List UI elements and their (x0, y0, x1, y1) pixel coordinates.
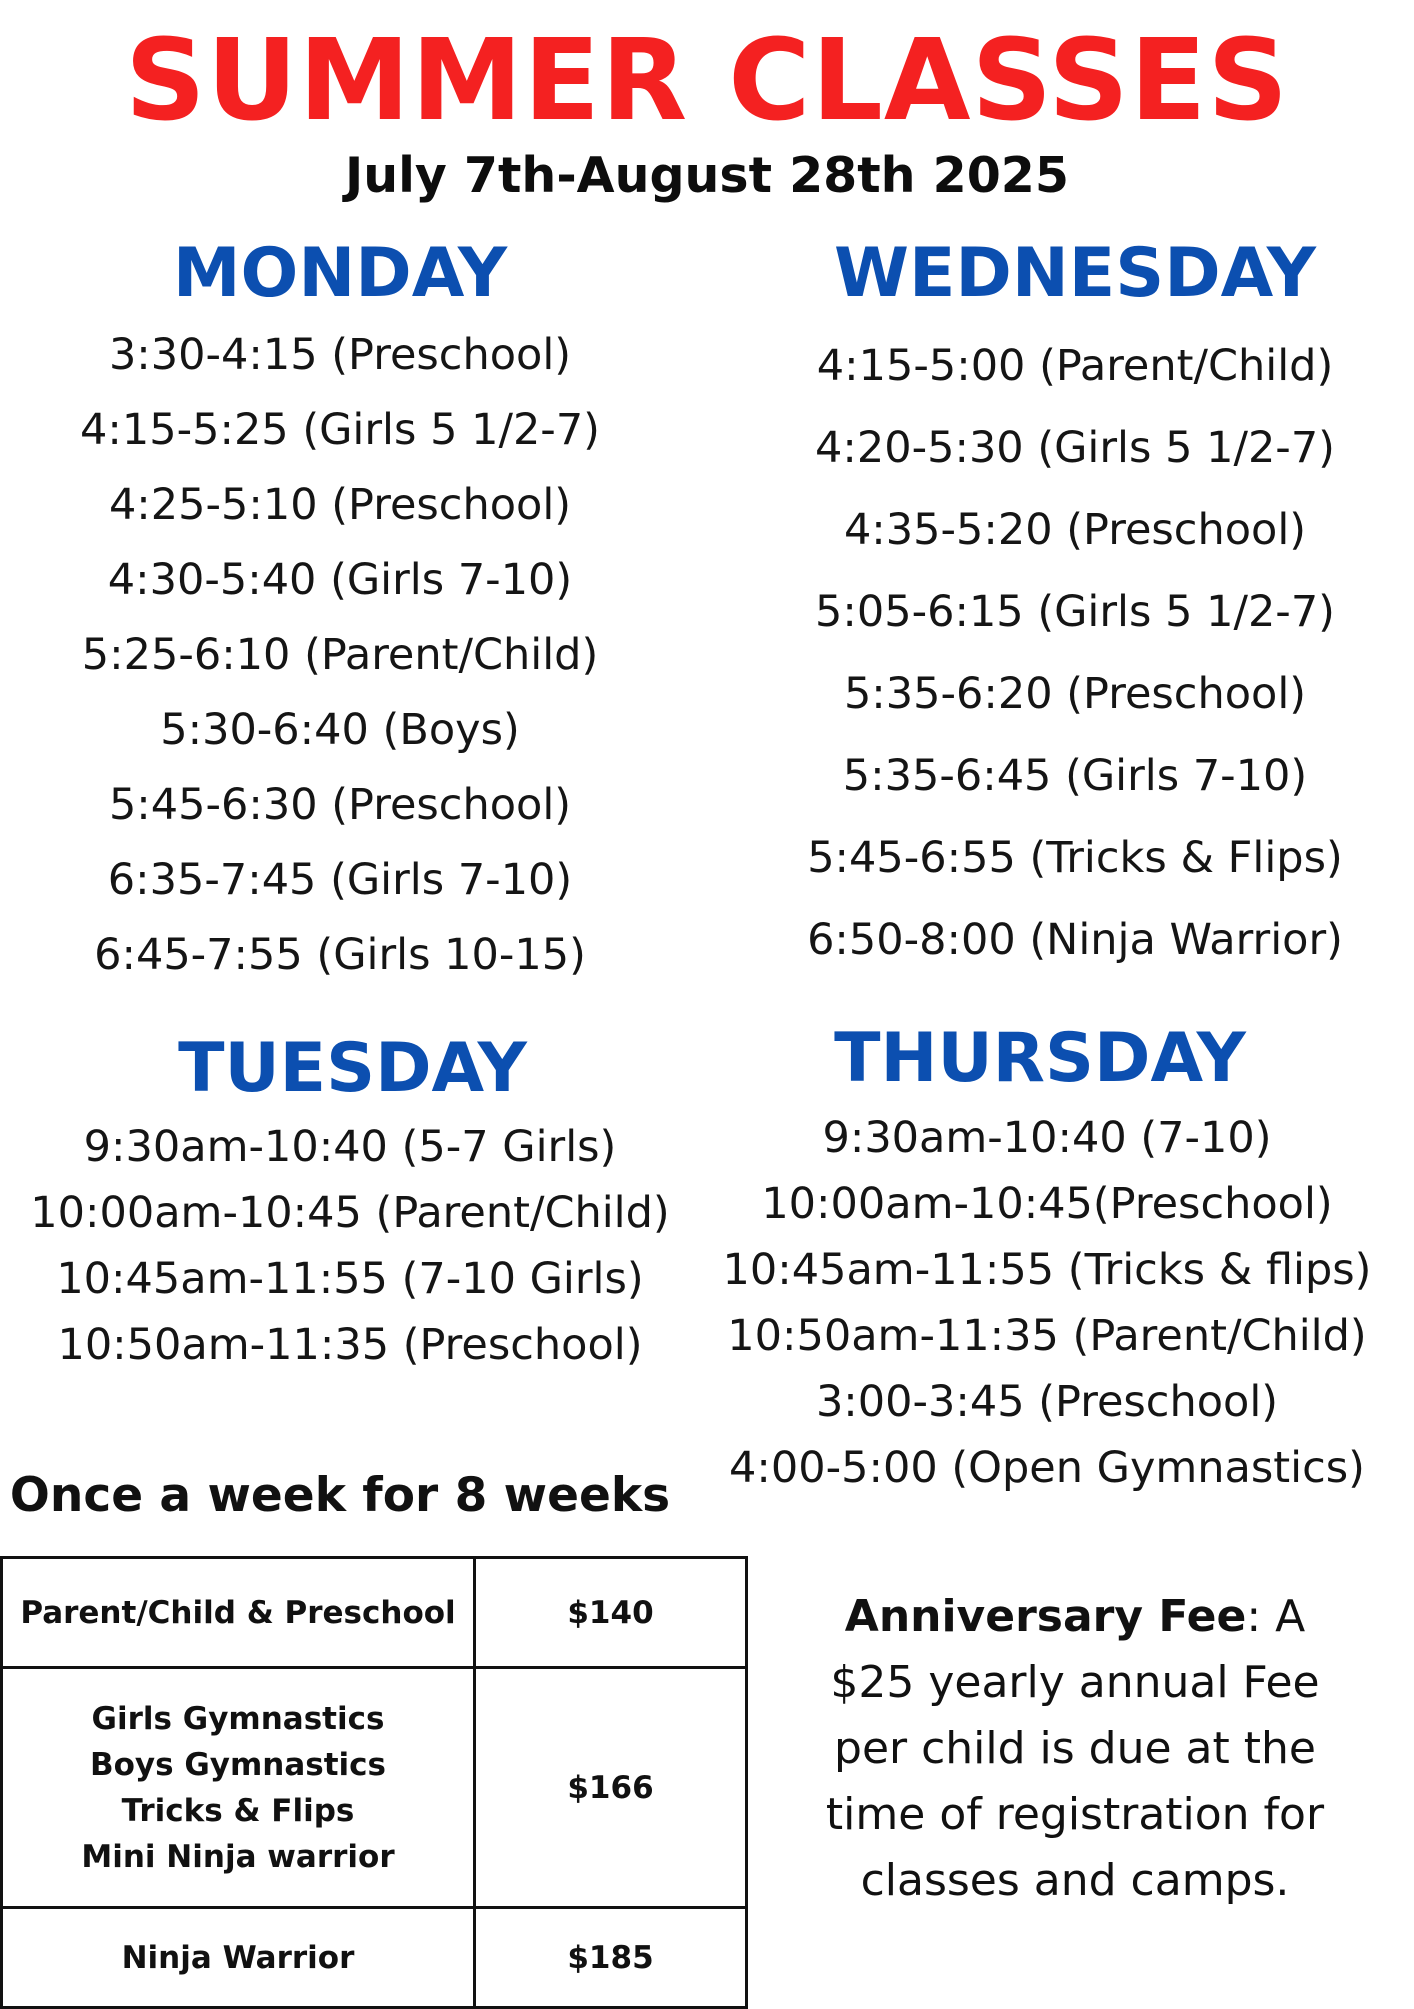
wednesday-heading: WEDNESDAY (833, 234, 1317, 313)
pricing-price: $166 (475, 1668, 747, 1908)
pricing-category-line: Boys Gymnastics (89, 1746, 387, 1783)
monday-class-list (30, 318, 650, 993)
wednesday-class-item: 6:50-8:00 (Ninja Warrior) (807, 915, 1343, 965)
thursday-class-item: 3:00-3:45 (Preschool) (815, 1377, 1279, 1427)
wednesday-class-item: 5:05-6:15 (Girls 5 1/2-7) (815, 587, 1335, 637)
pricing-category-line: Ninja Warrior (121, 1939, 355, 1976)
pricing-category (2, 1908, 475, 2008)
monday-class-item: 5:45-6:30 (Preschool) (108, 780, 572, 830)
thursday-class-item: 10:50am-11:35 (Parent/Child) (727, 1311, 1367, 1361)
pricing-category (2, 1558, 475, 1668)
date-range: July 7th-August 28th 2025 (345, 147, 1069, 204)
pricing-category-line: Tricks & Flips (121, 1792, 355, 1829)
anniversary-fee-note (800, 1584, 1350, 1914)
tuesday-class-item: 10:50am-11:35 (Preschool) (57, 1320, 643, 1370)
tuesday-heading: TUESDAY (178, 1029, 527, 1108)
fee-text: : A $25 yearly annual Fee per child is due at the time of registration for classes and camps. (825, 1591, 1325, 1906)
wednesday-class-item: 4:20-5:30 (Girls 5 1/2-7) (815, 423, 1335, 473)
monday-class-item: 5:30-6:40 (Boys) (160, 705, 520, 755)
pricing-row (2, 1908, 747, 2008)
monday-class-item: 6:45-7:55 (Girls 10-15) (94, 930, 586, 980)
pricing-price: $140 (475, 1558, 747, 1668)
tuesday-class-item: 10:45am-11:55 (7-10 Girls) (56, 1254, 644, 1304)
tuesday-class-list (0, 1114, 700, 1378)
thursday-class-list (700, 1105, 1394, 1501)
monday-class-item: 4:15-5:25 (Girls 5 1/2-7) (80, 405, 600, 455)
wednesday-class-item: 4:35-5:20 (Preschool) (843, 505, 1307, 555)
monday-class-item: 5:25-6:10 (Parent/Child) (81, 630, 599, 680)
wednesday-class-list (760, 325, 1390, 981)
wednesday-class-item: 5:35-6:20 (Preschool) (843, 669, 1307, 719)
pricing-row (2, 1668, 747, 1908)
tuesday-class-item: 10:00am-10:45 (Parent/Child) (30, 1188, 670, 1238)
frequency-heading: Once a week for 8 weeks (9, 1468, 671, 1523)
page-title: SUMMER CLASSES (125, 16, 1289, 146)
thursday-class-item: 10:00am-10:45(Preschool) (761, 1179, 1333, 1229)
pricing-price: $185 (475, 1908, 747, 2008)
fee-label: Anniversary Fee (844, 1591, 1247, 1642)
wednesday-class-item: 4:15-5:00 (Parent/Child) (816, 341, 1334, 391)
tuesday-class-item: 9:30am-10:40 (5-7 Girls) (83, 1122, 617, 1172)
monday-class-item: 3:30-4:15 (Preschool) (108, 330, 572, 380)
pricing-row (2, 1558, 747, 1668)
thursday-class-item: 10:45am-11:55 (Tricks & flips) (722, 1245, 1372, 1295)
wednesday-class-item: 5:45-6:55 (Tricks & Flips) (807, 833, 1343, 883)
wednesday-class-item: 5:35-6:45 (Girls 7-10) (842, 751, 1308, 801)
thursday-class-item: 4:00-5:00 (Open Gymnastics) (729, 1443, 1365, 1493)
thursday-heading: THURSDAY (834, 1019, 1246, 1098)
thursday-class-item: 9:30am-10:40 (7-10) (822, 1113, 1272, 1163)
monday-heading: MONDAY (172, 234, 508, 313)
pricing-category-line: Mini Ninja warrior (81, 1838, 395, 1875)
pricing-table (0, 1556, 748, 2009)
pricing-category-line: Parent/Child & Preschool (20, 1594, 456, 1631)
monday-class-item: 4:30-5:40 (Girls 7-10) (107, 555, 573, 605)
monday-class-item: 4:25-5:10 (Preschool) (108, 480, 572, 530)
pricing-category-line: Girls Gymnastics (91, 1700, 385, 1737)
pricing-category (2, 1668, 475, 1908)
monday-class-item: 6:35-7:45 (Girls 7-10) (107, 855, 573, 905)
